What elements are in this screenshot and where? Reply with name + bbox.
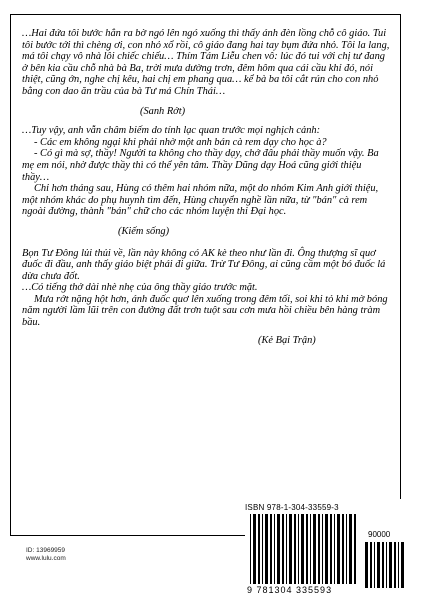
passage-2-line-3: Chỉ hơn tháng sau, Hùng có thêm hai nhóm nữa, một do nhóm Kim Anh giới thiệu, một nhóm khác do phụ huynh tìm đến, Hùng chuyển nghề lần nữa, từ "bán" cà rem ngoài đường, thành "bán" chữ cho các nhóm luyện thi Đại học. bbox=[22, 183, 379, 218]
price-code: 90000 bbox=[368, 530, 391, 539]
passage-1-text: …Hai đứa tôi bước hẳn ra bờ ngó lên ngó xuống thì thấy ánh đèn lồng chỗ cô giáo. Tui tôi bước tới thì chèng ơi, con nhỏ xổ rồi, cô giáo đang hai tay bụm đứa nhỏ. Tôi la lang, má tôi chạy vô nhà lôi chiếc chiếu… Thím Tám Liễu chen vô: lúc đó tui với chị tư đang ở bên kia cầu chỗ nhà bà Ba, trời mưa dường trơn, đêm hôm qua cái cầu khỉ đó, nói thiệt, cũng ớn, nghe chị kêu, hai chị em phang qua… kể bà ba tôi cắt rún cho con nhỏ bằng con dao ăn trầu của bà Tư má Chín Thái… bbox=[22, 28, 390, 97]
cover-text bbox=[22, 28, 390, 346]
addon-barcode bbox=[365, 542, 407, 588]
barcode-digits: 9 781304 335593 bbox=[247, 585, 333, 595]
passage-1-attribution: (Sanh Rớt) bbox=[140, 105, 186, 117]
publisher-id bbox=[26, 547, 66, 563]
ean-barcode bbox=[250, 514, 360, 584]
passage-3-line-2: …Có tiếng thở dài nhè nhẹ của ông thầy giáo trước mặt. bbox=[22, 282, 258, 294]
passage-2-line-2: - Có gì mà sợ, thầy! Người ta không cho thầy dạy, chớ đâu phải thầy muốn vậy. Ba mẹ em nói, nhờ được thầy thì có thể yên tâm. Thầy Dũng dạy Hoá cũng giới thiệu thầy… bbox=[22, 148, 379, 183]
passage-3-line-3: Mưa rớt nặng hột hơn, ánh đuốc quơ lên xuống trong đêm tối, soi khi tỏ khi mờ bóng năm người lầm lũi trên con đường đất trơn tuột sau cơn mưa hồi chiều bên hàng tràm bầu. bbox=[22, 293, 388, 329]
lulu-id: ID: 13969959 bbox=[26, 547, 66, 554]
passage-3-attribution: (Kẻ Bại Trận) bbox=[258, 334, 316, 346]
passage-3-line-1: Bọn Tư Đông lủi thủi về, lần này không có AK kè theo như lần đi. Ông thượng sĩ quơ đuốc đi đầu, anh thấy giáo biệt phái đi giữa. Trừ Tư Đông, ai cũng cầm một bó đuốc lá dừa chưa đốt. bbox=[22, 247, 386, 282]
passage-2-intro: …Tuy vậy, anh vẫn châm biếm do tính lạc quan trước mọi nghịch cảnh: bbox=[22, 125, 321, 137]
passage-2-attribution: (Kiếm sống) bbox=[118, 225, 170, 237]
passage-2-line-1: - Các em không ngại khi phải nhờ một anh bán cà rem dạy cho học à? bbox=[34, 136, 327, 148]
lulu-site: www.lulu.com bbox=[26, 555, 66, 562]
isbn-label: ISBN 978-1-304-33559-3 bbox=[245, 503, 339, 512]
